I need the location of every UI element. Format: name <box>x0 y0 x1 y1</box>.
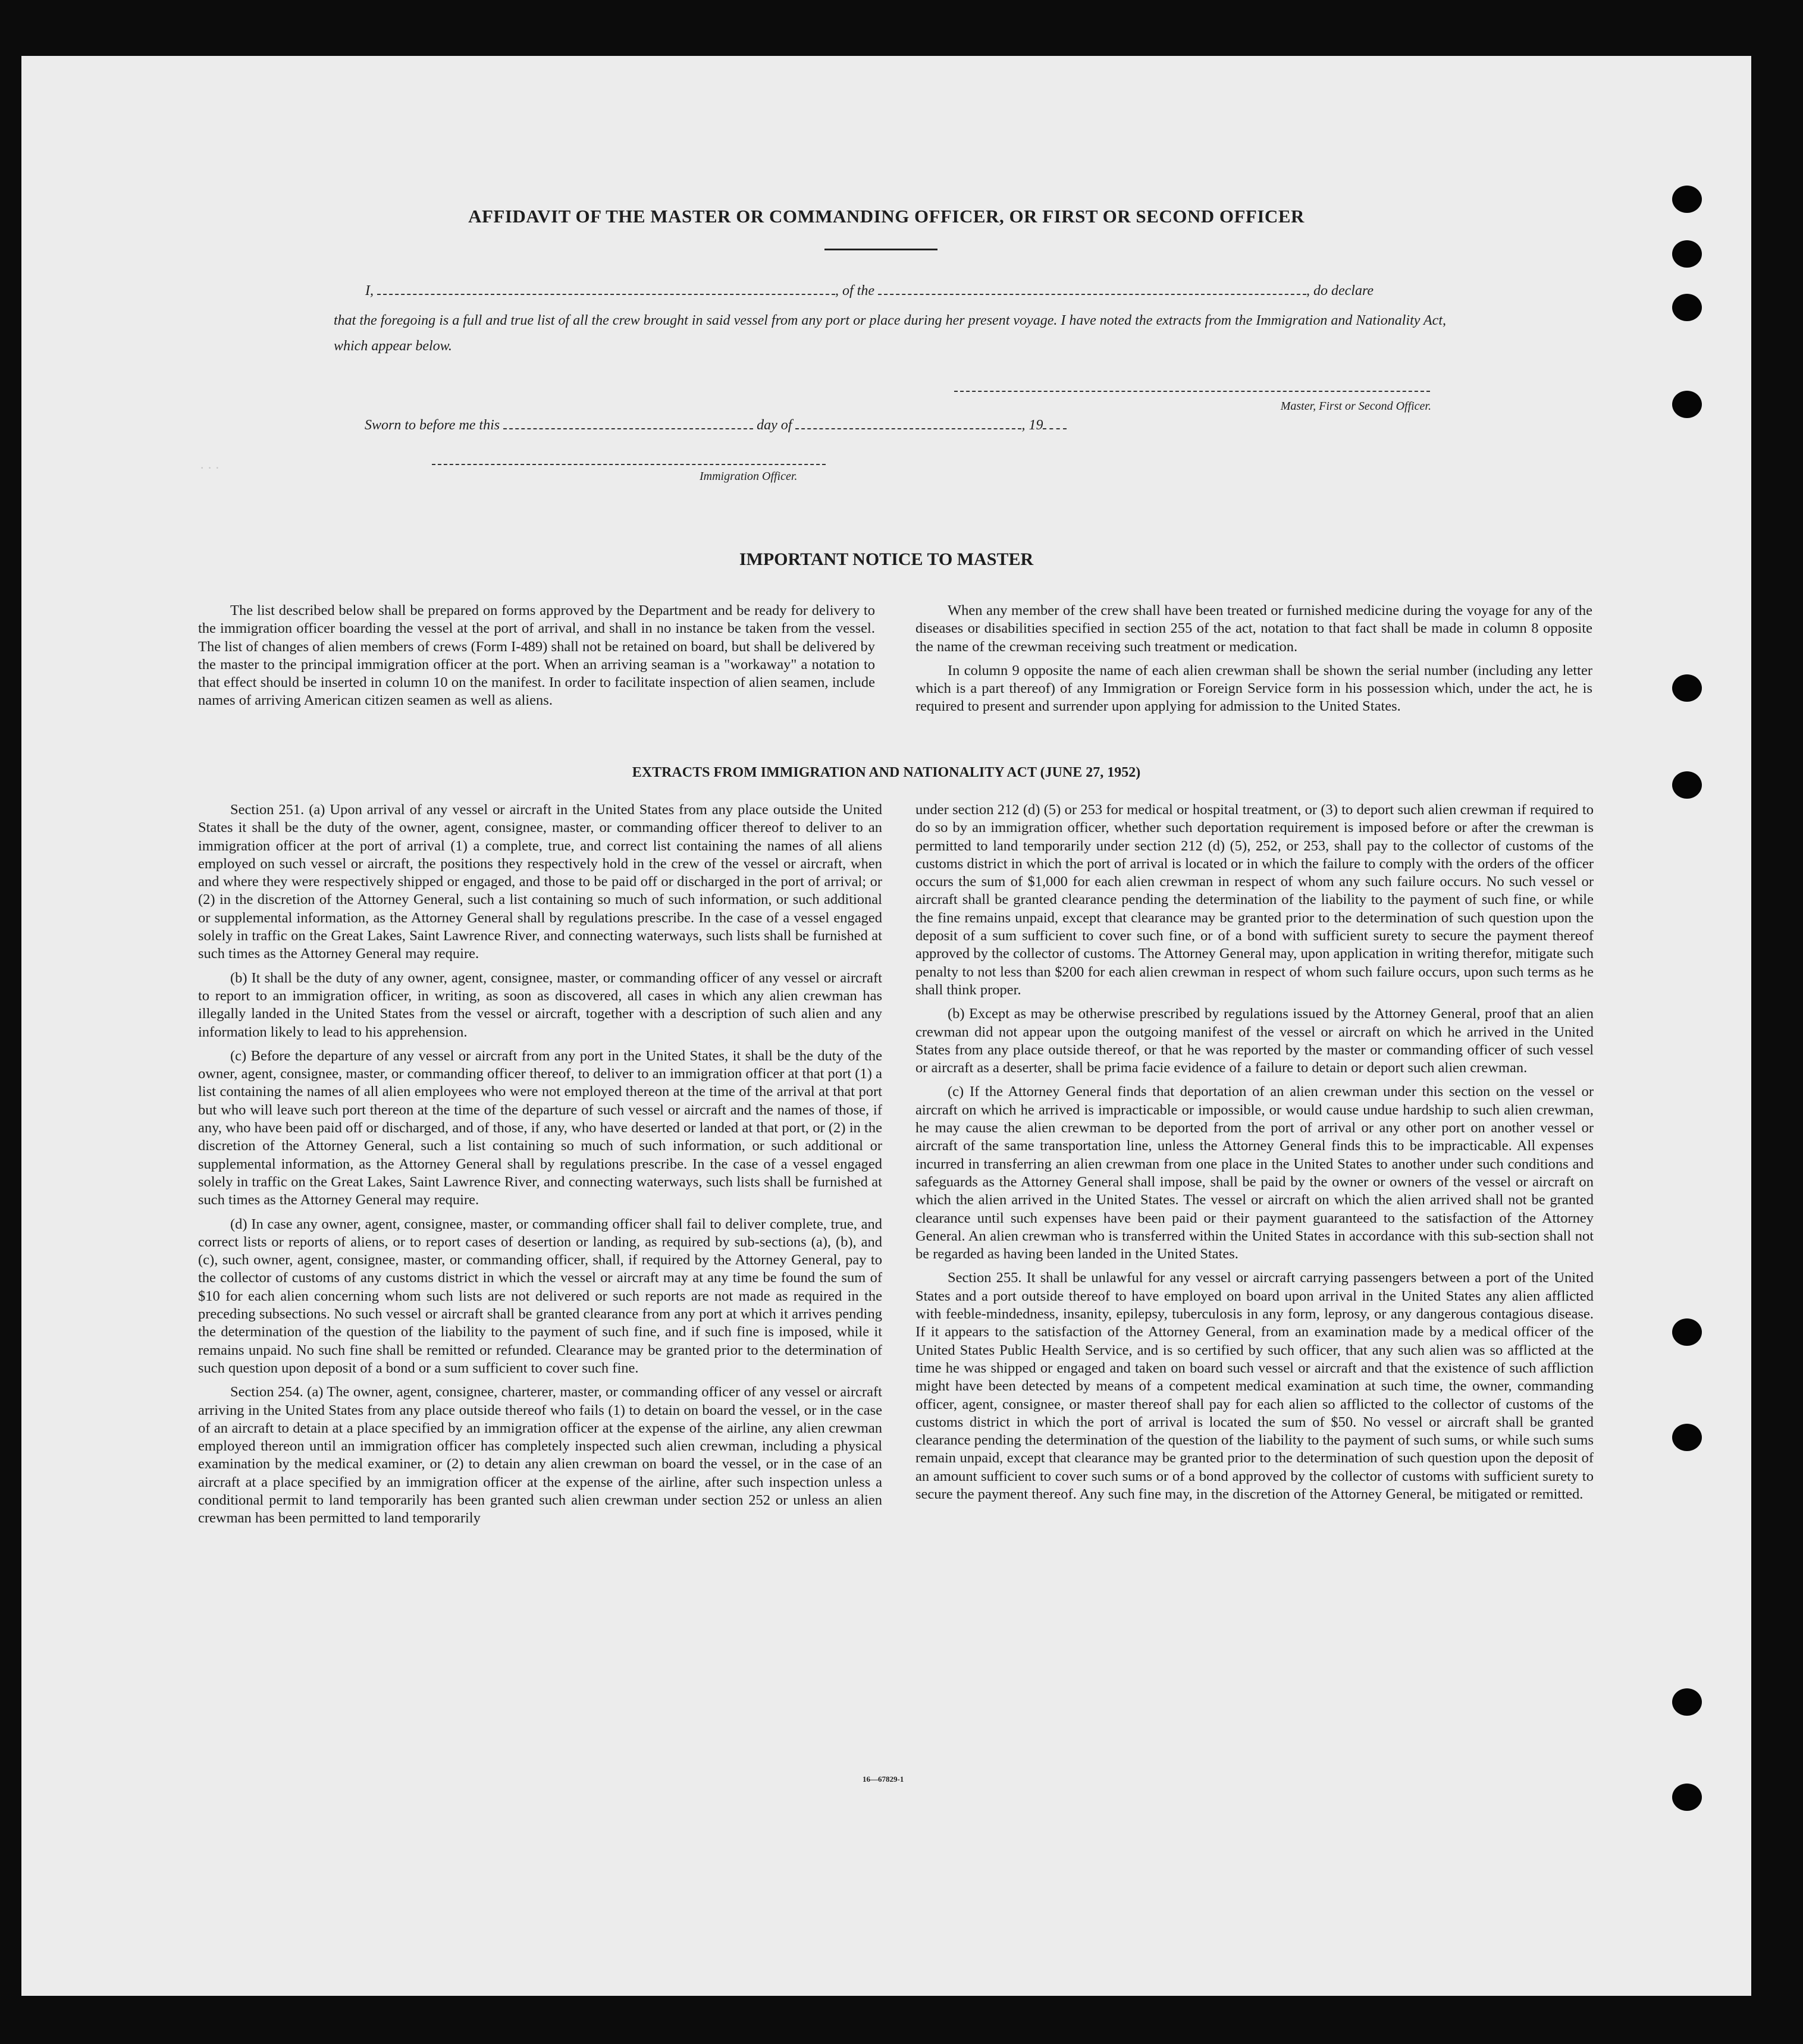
bleed-through-mark: · · · <box>200 460 220 475</box>
section-251b-paragraph: (b) It shall be the duty of any owner, agent, consignee, master, or commanding officer of any vessel or aircraft to report to an immigration officer, in writing, as soon as discovered, all cases in which any alien crewman has illegally landed in the United States from the vessel or aircraft, together with a description of such alien and any information likely to lead to his apprehension. <box>198 969 882 1040</box>
sworn-line <box>365 416 1067 434</box>
section-251a-paragraph: Section 251. (a) Upon arrival of any vessel or aircraft in the United States from any place outside the United States it shall be the duty of the owner, agent, consignee, master, or commanding officer thereof to deliver to an immigration officer at the port of arrival (1) a complete, true, and correct list containing the names of all aliens employed on such vessel or aircraft, the positions they respectively hold in the crew of the vessel or aircraft, when and where they were respectively shipped or engaged, and those to be paid off or discharged in the port of arrival; or (2) in the discretion of the Attorney General, such a list containing so much of such information, or such additional or supplemental information, as the Attorney General shall by regulations prescribe. In the case of a vessel engaged solely in traffic on the Great Lakes, Saint Lawrence River, and connecting waterways, such lists shall be furnished at such times as the Attorney General may require. <box>198 802 882 962</box>
section-254a-continued-paragraph: under section 212 (d) (5) or 253 for medical or hospital treatment, or (3) to deport such alien crewman if required to do so by an immigration officer, whether such deportation requirement is imposed before or after the crewman is permitted to land temporarily under section 212 (d) (5), 252, or 253, shall pay to the collector of customs of the customs district in which the port of arrival is located or in which the failure to comply with the orders of the officer occurs the sum of $1,000 for each alien crewman in respect of whom any such failure occurs. No such vessel or aircraft shall be granted clearance pending the determination of the liability to the payment of such fine, or while the fine remains unpaid, except that clearance may be granted prior to the determination of such question upon the deposit of a sum sufficient to cover such fine, or of a bond with sufficient surety to secure the payment thereof approved by the collector of customs. The Attorney General may, upon application in writing therefor, mitigate such penalty to not less than $200 for each alien crewman in respect of whom such failure occurs, upon such terms as he shall think proper. <box>915 802 1594 998</box>
punch-hole <box>1672 186 1702 213</box>
declare-label: , do declare <box>1306 283 1374 299</box>
sworn-label: Sworn to before me this <box>365 417 500 433</box>
punch-hole <box>1672 1784 1702 1811</box>
form-page <box>21 56 1751 1996</box>
master-signature-label: Master, First or Second Officer. <box>1280 400 1431 413</box>
section-255-paragraph: Section 255. It shall be unlawful for any vessel or aircraft carrying passengers between a port of the United States and a port outside thereof to have employed on board upon arrival in the United States any alien afflicted with feeble-mindedness, insanity, epilepsy, tuberculosis in any form, leprosy, or any dangerous contagious disease. If it appears to the satisfaction of the Attorney General, from an examination made by a medical officer of the United States Public Health Service, and is so certified by such officer, that any such alien was so afflicted at the time he was shipped or engaged and taken on board such vessel or aircraft and that the existence of such affliction might have been detected by means of a competent medical examination at such time, the owner, commanding officer, agent, consignee, or master thereof shall pay for each alien so afflicted to the collector of customs of the customs district in which the port of arrival is located the sum of $50. No vessel or aircraft shall be granted clearance pending the determination of the question of the liability to the payment of such sums, or while such sums remain unpaid, except that clearance may be granted prior to the determination of such question upon the deposit of an amount sufficient to cover such sums or of a bond approved by the collector of customs with sufficient surety to secure the payment thereof. Any such fine may, in the discretion of the Attorney General, be mitigated or remitted. <box>915 1270 1594 1502</box>
i-label: I, <box>365 283 374 299</box>
master-signature-line[interactable] <box>954 391 1430 392</box>
sworn-year-field[interactable] <box>1043 416 1067 429</box>
punch-hole <box>1672 240 1702 268</box>
form-footer-code: 16—67829-1 <box>863 1775 904 1784</box>
punch-hole <box>1672 674 1702 702</box>
year-label: , 19 <box>1021 417 1043 433</box>
notice-right-column <box>915 602 1592 722</box>
immigration-officer-signature-line[interactable] <box>432 464 826 465</box>
punch-hole <box>1672 391 1702 418</box>
vessel-name-field[interactable] <box>878 282 1306 295</box>
affidavit-body: that the foregoing is a full and true list of all the crew brought in said vessel from any port or place during her present voyage. I have noted the extracts from the Immigration and Nationality Act, which appear below. <box>334 313 1446 354</box>
section-251c-paragraph: (c) Before the departure of any vessel or aircraft from any port in the United States, it shall be the duty of the owner, agent, consignee, master, or commanding officer thereof, to deliver to an immigration officer at that port (1) a list containing the names of all alien employees who were not employed thereon at the time of the arrival at that port but who will leave such port thereon at the time of the departure of such vessel or aircraft and the names of those, if any, who have been paid off or discharged, and of those, if any, who have deserted or landed at that port, or (2) in the discretion of the Attorney General, such a list containing so much of such information, or such additional or supplemental information, as the Attorney General shall by regulations prescribe. In the case of a vessel engaged solely in traffic on the Great Lakes, Saint Lawrence River, and connecting waterways, such lists shall be furnished at such times as the Attorney General may require. <box>198 1047 882 1208</box>
immigration-officer-label: Immigration Officer. <box>700 470 798 483</box>
officer-name-field[interactable] <box>377 282 835 295</box>
section-254c-paragraph: (c) If the Attorney General finds that deportation of an alien crewman under this section on the vessel or aircraft on which he arrived is impracticable or impossible, or would cause undue hardship to such alien crewman, he may cause the alien crewman to be deported from the port of arrival or any other port on another vessel or aircraft of the same transportation line, unless the Attorney General finds this to be impracticable. All expenses incurred in transferring an alien crewman from one place in the United States to another under such conditions and safeguards as the Attorney General shall impose, shall be paid by the owner or owners of the vessel or aircraft on which the alien arrived in the United States. The vessel or aircraft on which the alien arrived shall not be granted clearance until such expenses have been paid or their payment guaranteed to the satisfaction of the Attorney General. An alien crewman who is transferred within the United States in accordance with this sub-section shall not be regarded as having been landed in the United States. <box>915 1084 1594 1263</box>
title-underline <box>824 249 937 250</box>
affidavit-title: AFFIDAVIT OF THE MASTER OR COMMANDING OFFICER, OR FIRST OR SECOND OFFICER <box>468 206 1305 227</box>
section-251d-paragraph: (d) In case any owner, agent, consignee, master, or commanding officer shall fail to deliver complete, true, and correct lists or reports of aliens, or to report cases of desertion or landing, as required by sub-sections (a), (b), and (c), such owner, agent, consignee, master, or commanding officer, shall, if required by the Attorney General, pay to the collector of customs of any customs district in which the vessel or aircraft may at any time be found the sum of $10 for each alien concerning whom such lists are not delivered or such reports are not made as required in the preceding subsections. No such vessel or aircraft shall be granted clearance from any port at which it arrives pending the determination of the question of the liability to the payment of such fine, and if such fine is imposed, while it remains unpaid. No such fine shall be remitted or refunded. Clearance may be granted prior to the determination of such question upon deposit of a bond or a sum sufficient to cover such fine. <box>198 1216 882 1376</box>
day-of-label: day of <box>757 417 792 433</box>
punch-hole <box>1672 771 1702 799</box>
affidavit-declaration-line <box>365 282 1374 299</box>
section-254b-paragraph: (b) Except as may be otherwise prescribed by regulations issued by the Attorney General, proof that an alien crewman did not appear upon the outgoing manifest of the vessel or aircraft on which he arrived in the United States from any place outside thereof, or that he was reported by the master or commanding officer of such vessel or aircraft as a deserter, shall be prima facie evidence of a failure to detain or deport such alien crewman. <box>915 1006 1594 1076</box>
notice-paragraph: In column 9 opposite the name of each alien crewman shall be shown the serial number (including any letter which is a part thereof) of any Immigration or Foreign Service form in his possession which, under the act, he is required to present and surrender upon applying for admission to the United States. <box>915 662 1592 715</box>
extracts-left-column <box>198 801 882 1534</box>
punch-hole <box>1672 1688 1702 1716</box>
notice-left-column <box>198 602 875 716</box>
extracts-title: EXTRACTS FROM IMMIGRATION AND NATIONALITY ACT (JUNE 27, 1952) <box>632 765 1141 780</box>
notice-title: IMPORTANT NOTICE TO MASTER <box>739 550 1034 569</box>
notice-paragraph: When any member of the crew shall have been treated or furnished medicine during the voyage for any of the diseases or disabilities specified in section 255 of the act, notation to that fact shall be made in column 8 opposite the name of the crewman receiving such treatment or medication. <box>915 602 1592 655</box>
punch-hole <box>1672 294 1702 321</box>
sworn-month-field[interactable] <box>795 416 1021 429</box>
notice-paragraph: The list described below shall be prepared on forms approved by the Department and be ready for delivery to the immigration officer boarding the vessel at the port of arrival, and shall in no instance be taken from the vessel. The list of changes of alien members of crews (Form I-489) shall not be retained on board, but shall be delivered by the master to the principal immigration officer at the port. When an arriving seaman is a "workaway" a notation to that effect should be inserted in column 10 on the manifest. In order to facilitate inspection of alien seamen, include names of arriving American citizen seamen as well as aliens. <box>198 602 875 709</box>
sworn-day-field[interactable] <box>503 416 753 429</box>
section-254a-paragraph: Section 254. (a) The owner, agent, consignee, charterer, master, or commanding officer of any vessel or aircraft arriving in the United States from any place outside thereof who fails (1) to detain on board the vessel, or in the case of an aircraft to detain at a place specified by an immigration officer at the expense of the airline, any alien crewman employed thereon until an immigration officer has completely inspected such alien crewman, including a physical examination by the medical examiner, or (2) to detain any alien crewman on board the vessel, or in the case of an aircraft at a place specified by an immigration officer at the expense of the airline, after such inspection unless a conditional permit to land temporarily has been granted such alien crewman under section 252 or unless an alien crewman has been permitted to land temporarily <box>198 1384 882 1527</box>
extracts-right-column <box>915 801 1594 1509</box>
punch-hole <box>1672 1424 1702 1451</box>
of-the-label: , of the <box>835 283 874 299</box>
punch-hole <box>1672 1318 1702 1346</box>
